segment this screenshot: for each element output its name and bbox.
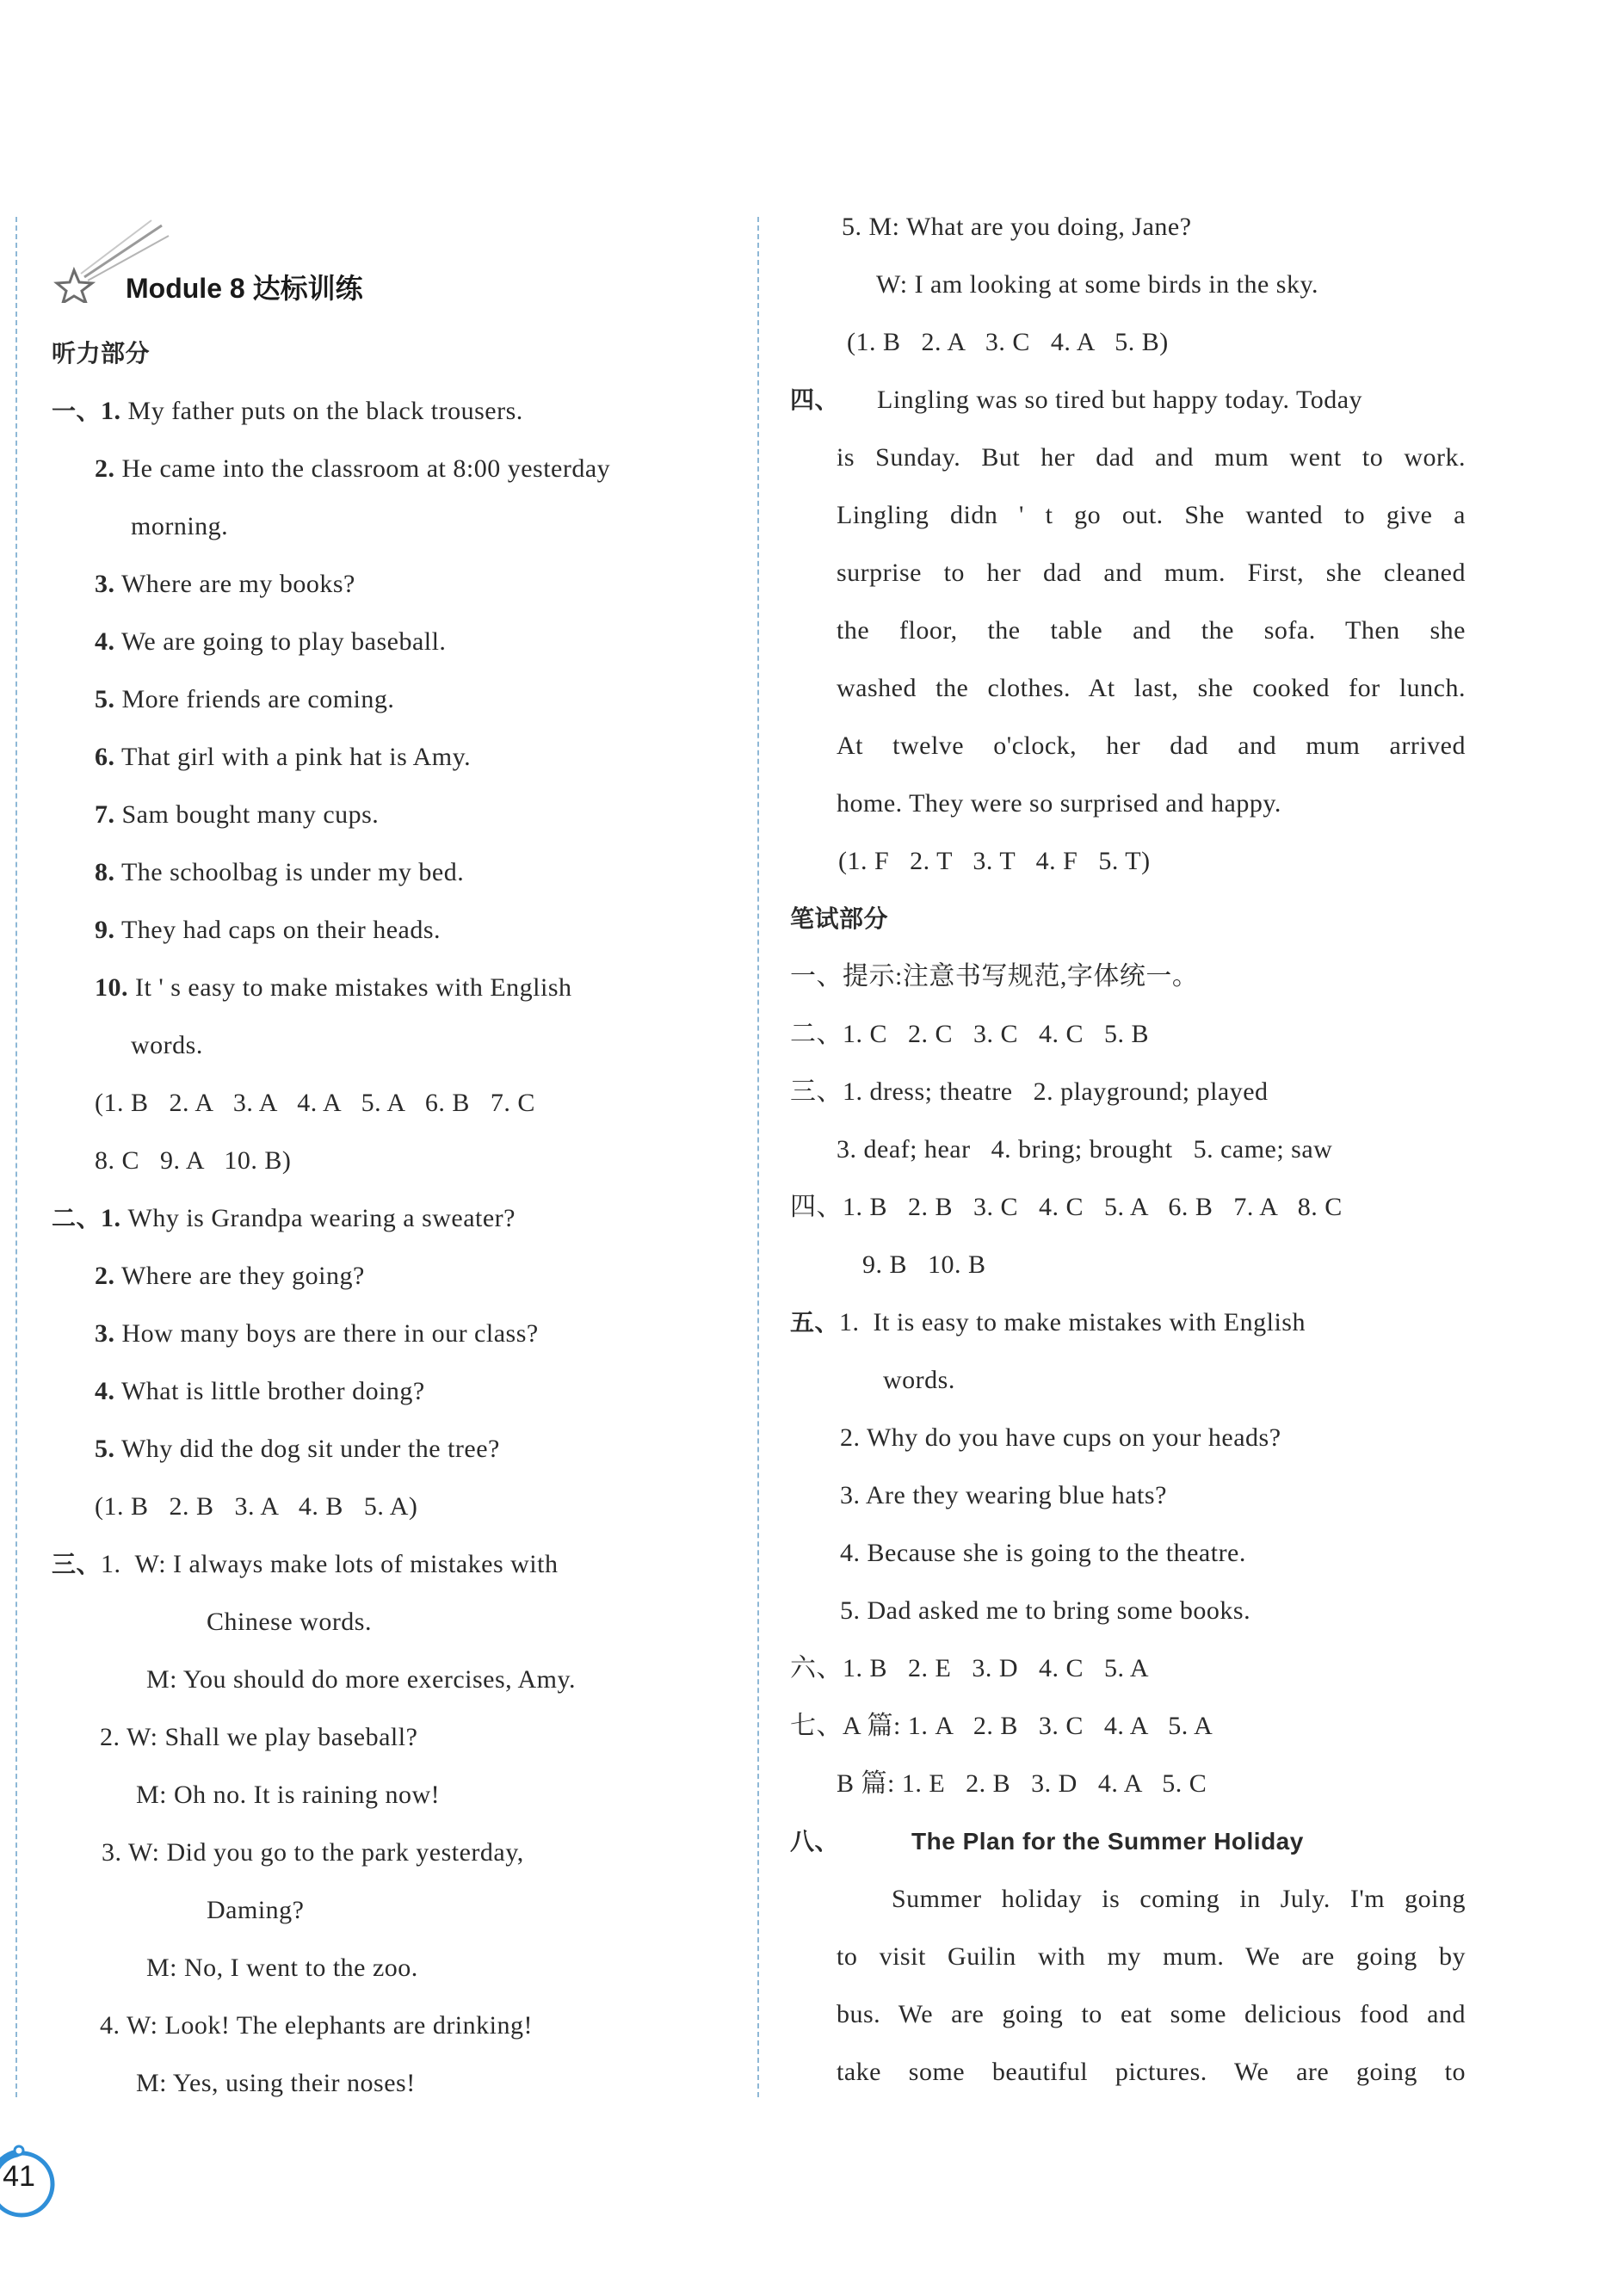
passage-line: home. They were so surprised and happy.: [837, 789, 1281, 818]
passage-line: surprise to her dad and mum. First, she cleaned: [837, 559, 1466, 587]
part1-marker: 一、: [52, 397, 102, 425]
written-q5-line: 4. Because she is going to the theatre.: [840, 1539, 1246, 1567]
written-q5-line: 3. Are they wearing blue hats?: [840, 1481, 1167, 1509]
written-q3: 三、1. dress; theatre 2. playground; played: [790, 1077, 1269, 1106]
written-q5-line: 五、1. It is easy to make mistakes with English: [790, 1308, 1306, 1336]
page-title: Module 8 达标训练: [126, 273, 363, 304]
part1-answers: 8. C 9. A 10. B): [95, 1146, 292, 1175]
left-margin-divider: [15, 217, 17, 2097]
essay-line: take some beautiful pictures. We are going to: [837, 2058, 1466, 2086]
part2-item: 二、1. Why is Grandpa wearing a sweater?: [52, 1204, 516, 1232]
written-q5-line: 5. Dad asked me to bring some books.: [840, 1596, 1251, 1625]
part2-item: 2. Where are they going?: [95, 1262, 365, 1290]
part1-item: 4. We are going to play baseball.: [95, 627, 447, 656]
passage-line: the floor, the table and the sofa. Then she: [837, 616, 1466, 645]
part1-item: 一、1. My father puts on the black trousers.: [52, 397, 523, 425]
part1-item: 3. Where are my books?: [95, 570, 355, 598]
written-q1: 一、提示:注意书写规范,字体统一。: [790, 962, 1199, 991]
written-q3: 3. deaf; hear 4. bring; brought 5. came; saw: [837, 1135, 1333, 1164]
dialogue-line: Daming?: [207, 1896, 305, 1924]
part2-item: 3. How many boys are there in our class?: [95, 1319, 539, 1348]
essay-heading: 八、 The Plan for the Summer Holiday: [790, 1827, 1304, 1855]
passage-line: Lingling didn ' t go out. She wanted to give a: [837, 501, 1466, 529]
part1-item: words.: [131, 1031, 203, 1059]
essay-title: The Plan for the Summer Holiday: [911, 1828, 1304, 1855]
written-q4: 9. B 10. B: [862, 1250, 986, 1279]
written-q5-line: words.: [883, 1366, 955, 1394]
part1-item: 6. That girl with a pink hat is Amy.: [95, 743, 472, 771]
part2-item: 5. Why did the dog sit under the tree?: [95, 1435, 500, 1463]
written-q7: 七、A 篇: 1. A 2. B 3. C 4. A 5. A: [790, 1712, 1213, 1740]
essay-line: bus. We are going to eat some delicious food and: [837, 2000, 1466, 2028]
part1-item: 8. The schoolbag is under my bed.: [95, 858, 465, 886]
written-q6: 六、1. B 2. E 3. D 4. C 5. A: [790, 1654, 1150, 1682]
dialogue-line: M: No, I went to the zoo.: [146, 1954, 418, 1982]
section-heading-listening: 听力部分: [52, 339, 151, 367]
part1-block: [52, 382, 732, 1189]
dialogue-line: 5. M: What are you doing, Jane?: [842, 213, 1192, 241]
essay-line: Summer holiday is coming in July. I'm going: [892, 1885, 1466, 1913]
dialogue-line: 三、1. W: I always make lots of mistakes with: [52, 1550, 559, 1578]
dialogue-line: Chinese words.: [207, 1608, 372, 1636]
passage-line: At twelve o'clock, her dad and mum arrived: [837, 731, 1466, 760]
written-q7: B 篇: 1. E 2. B 3. D 4. A 5. C: [837, 1769, 1207, 1798]
dialogue-line: W: I am looking at some birds in the sky.: [876, 270, 1319, 299]
dialogue-line: 3. W: Did you go to the park yesterday,: [102, 1838, 524, 1867]
part1-item: 10. It ' s easy to make mistakes with English: [95, 973, 572, 1002]
dialogue-line: M: Yes, using their noses!: [136, 2069, 416, 2097]
part2-block: [52, 1189, 732, 1535]
part1-item: 5. More friends are coming.: [95, 685, 395, 713]
part2-answers: (1. B 2. B 3. A 4. B 5. A): [95, 1492, 418, 1521]
part1-item: 9. They had caps on their heads.: [95, 916, 442, 944]
part1-item: 2. He came into the classroom at 8:00 yesterday: [95, 454, 611, 483]
part4-answers: (1. F 2. T 3. T 4. F 5. T): [838, 847, 1151, 875]
part1-item: 7. Sam bought many cups.: [95, 800, 380, 829]
section-heading-written: 笔试部分: [790, 904, 889, 933]
passage-line: 四、 Lingling was so tired but happy today. Today: [790, 386, 1363, 414]
column-divider: [757, 217, 759, 2097]
dialogue-line: 2. W: Shall we play baseball?: [100, 1723, 418, 1751]
part4-block: [790, 371, 1466, 890]
passage-line: is Sunday. But her dad and mum went to work.: [837, 443, 1466, 472]
part1-item: morning.: [131, 512, 229, 540]
essay-line: to visit Guilin with my mum. We are going by: [837, 1942, 1466, 1971]
written-q4: 四、1. B 2. B 3. C 4. C 5. A 6. B 7. A 8. C: [790, 1193, 1343, 1221]
written-q2: 二、1. C 2. C 3. C 4. C 5. B: [790, 1020, 1150, 1048]
dialogue-line: M: You should do more exercises, Amy.: [146, 1665, 577, 1694]
part3-block: [52, 1535, 732, 2112]
right-column: [790, 198, 1466, 2101]
dialogue-line: M: Oh no. It is raining now!: [136, 1781, 441, 1809]
part2-item: 4. What is little brother doing?: [95, 1377, 425, 1405]
dialogue-line: 4. W: Look! The elephants are drinking!: [100, 2011, 533, 2040]
part1-answers: (1. B 2. A 3. A 4. A 5. A 6. B 7. C: [95, 1089, 535, 1117]
passage-line: washed the clothes. At last, she cooked for lunch.: [837, 674, 1466, 702]
written-q5-block: [790, 1293, 1466, 1639]
written-q8-block: [790, 1812, 1466, 2101]
left-column: [52, 324, 732, 2112]
part3-answers: (1. B 2. A 3. C 4. A 5. B): [847, 328, 1169, 356]
page-number: 41: [3, 2160, 35, 2193]
written-q5-line: 2. Why do you have cups on your heads?: [840, 1423, 1281, 1452]
